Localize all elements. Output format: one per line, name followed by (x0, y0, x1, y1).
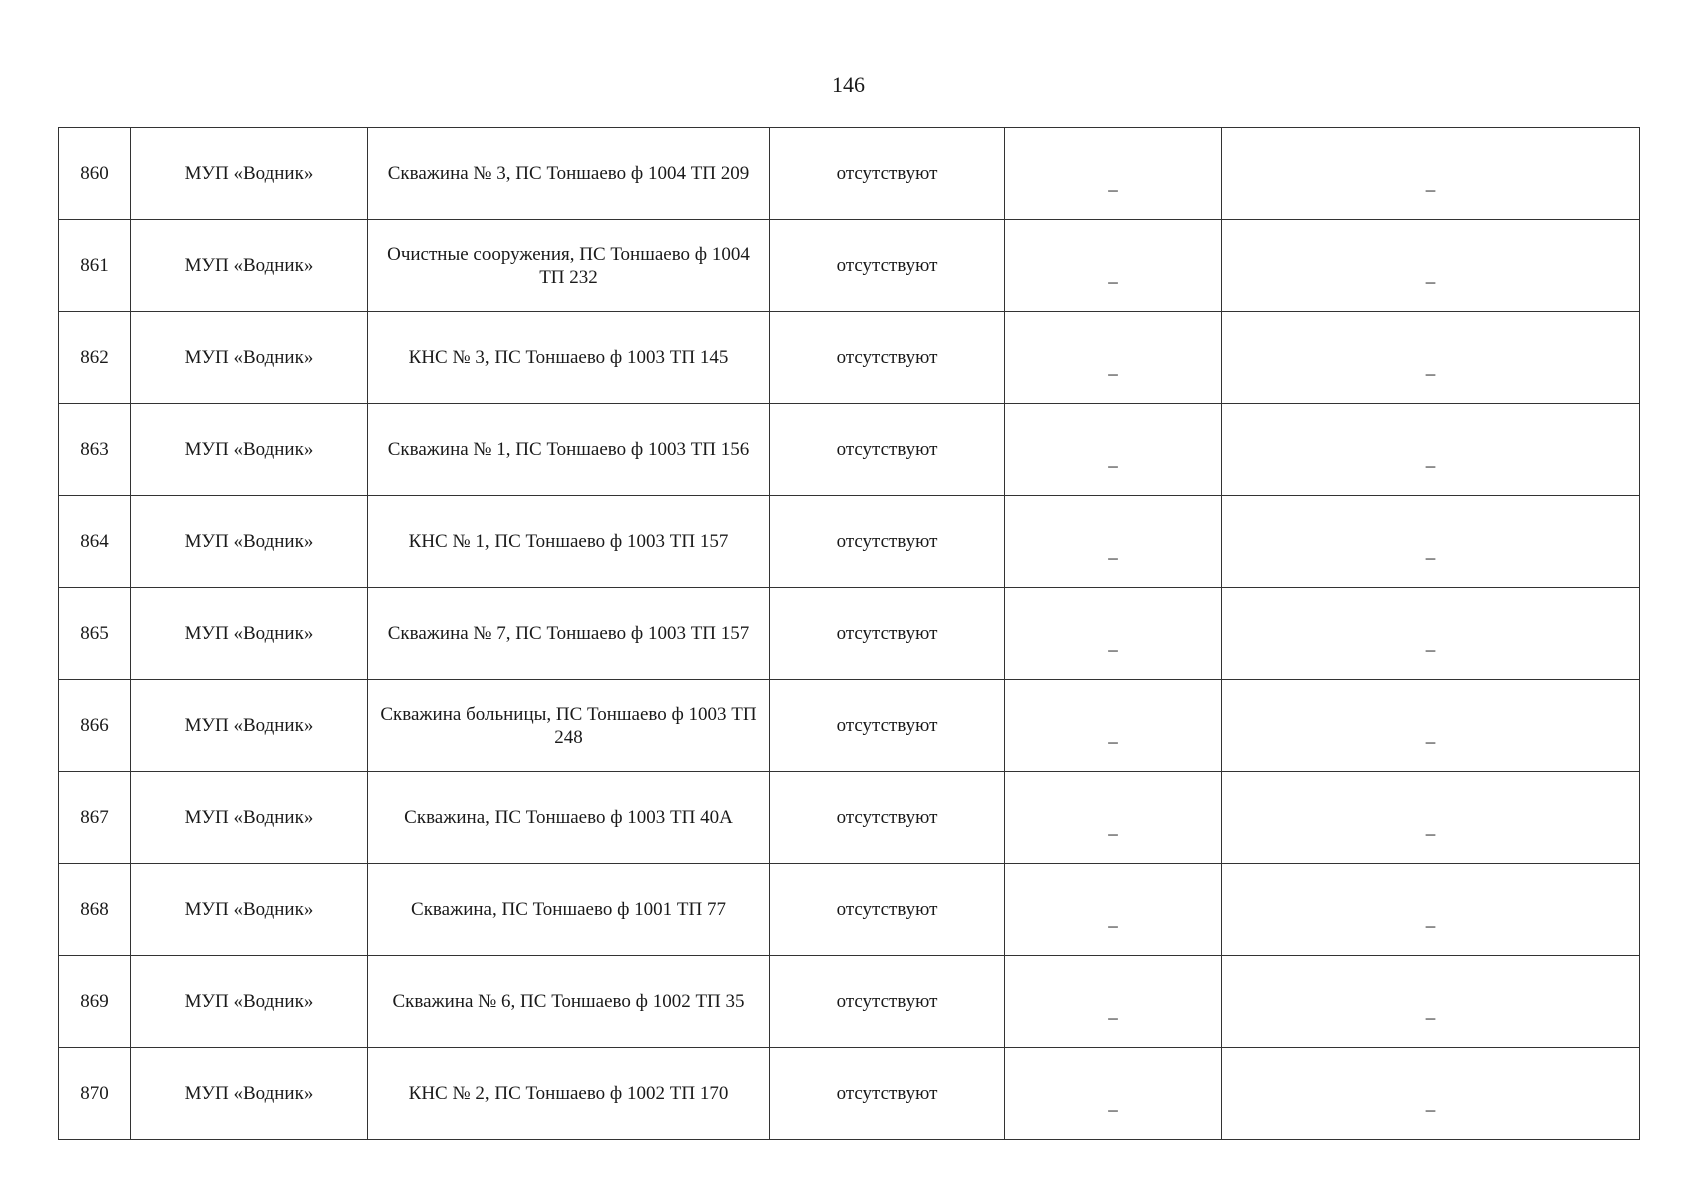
table-row (59, 312, 1640, 404)
status-cell: отсутствуют (770, 864, 1005, 956)
organization-cell: МУП «Водник» (131, 772, 368, 864)
organization-cell: МУП «Водник» (131, 956, 368, 1048)
object-cell: КНС № 3, ПС Тоншаево ф 1003 ТП 145 (368, 312, 770, 404)
column-5-cell (1005, 588, 1222, 680)
row-number-cell: 870 (59, 1048, 131, 1140)
dash-value: _ (1108, 909, 1118, 930)
dash-value: _ (1108, 1001, 1118, 1022)
table-row (59, 128, 1640, 220)
row-number-cell: 865 (59, 588, 131, 680)
dash-value: _ (1425, 1093, 1436, 1114)
column-5-cell (1005, 772, 1222, 864)
column-5-cell (1005, 956, 1222, 1048)
column-5-cell (1005, 312, 1222, 404)
object-cell: Скважина больницы, ПС Тоншаево ф 1003 ТП 248 (368, 680, 770, 772)
column-5-cell (1005, 128, 1222, 220)
column-5-cell (1005, 864, 1222, 956)
column-6-cell (1222, 128, 1640, 220)
table-row (59, 864, 1640, 956)
facilities-table (58, 127, 1640, 1140)
status-cell: отсутствуют (770, 588, 1005, 680)
status-cell: отсутствуют (770, 772, 1005, 864)
object-cell: Скважина № 7, ПС Тоншаево ф 1003 ТП 157 (368, 588, 770, 680)
object-cell: Скважина, ПС Тоншаево ф 1001 ТП 77 (368, 864, 770, 956)
column-6-cell (1222, 312, 1640, 404)
table-row (59, 1048, 1640, 1140)
object-cell: КНС № 2, ПС Тоншаево ф 1002 ТП 170 (368, 1048, 770, 1140)
table-row (59, 220, 1640, 312)
column-6-cell (1222, 1048, 1640, 1140)
dash-value: _ (1108, 449, 1118, 470)
organization-cell: МУП «Водник» (131, 312, 368, 404)
status-cell: отсутствуют (770, 1048, 1005, 1140)
column-6-cell (1222, 680, 1640, 772)
dash-value: _ (1108, 265, 1118, 286)
organization-cell: МУП «Водник» (131, 588, 368, 680)
row-number-cell: 862 (59, 312, 131, 404)
organization-cell: МУП «Водник» (131, 1048, 368, 1140)
dash-value: _ (1108, 541, 1118, 562)
column-6-cell (1222, 220, 1640, 312)
dash-value: _ (1108, 1093, 1118, 1114)
dash-value: _ (1425, 173, 1436, 194)
object-cell: Скважина № 6, ПС Тоншаево ф 1002 ТП 35 (368, 956, 770, 1048)
column-6-cell (1222, 404, 1640, 496)
column-5-cell (1005, 220, 1222, 312)
status-cell: отсутствуют (770, 680, 1005, 772)
organization-cell: МУП «Водник» (131, 404, 368, 496)
row-number-cell: 868 (59, 864, 131, 956)
table-row (59, 680, 1640, 772)
status-cell: отсутствуют (770, 496, 1005, 588)
dash-value: _ (1425, 1001, 1436, 1022)
column-5-cell (1005, 1048, 1222, 1140)
status-cell: отсутствуют (770, 956, 1005, 1048)
object-cell: Очистные сооружения, ПС Тоншаево ф 1004 ТП 232 (368, 220, 770, 312)
column-6-cell (1222, 772, 1640, 864)
column-6-cell (1222, 956, 1640, 1048)
table-row (59, 496, 1640, 588)
organization-cell: МУП «Водник» (131, 680, 368, 772)
row-number-cell: 867 (59, 772, 131, 864)
object-cell: Скважина № 3, ПС Тоншаево ф 1004 ТП 209 (368, 128, 770, 220)
dash-value: _ (1108, 725, 1118, 746)
organization-cell: МУП «Водник» (131, 864, 368, 956)
table-row (59, 956, 1640, 1048)
object-cell: Скважина, ПС Тоншаево ф 1003 ТП 40А (368, 772, 770, 864)
object-cell: Скважина № 1, ПС Тоншаево ф 1003 ТП 156 (368, 404, 770, 496)
row-number-cell: 861 (59, 220, 131, 312)
row-number-cell: 864 (59, 496, 131, 588)
column-6-cell (1222, 588, 1640, 680)
dash-value: _ (1425, 541, 1436, 562)
status-cell: отсутствуют (770, 312, 1005, 404)
dash-value: _ (1425, 633, 1436, 654)
dash-value: _ (1425, 357, 1436, 378)
dash-value: _ (1108, 817, 1118, 838)
dash-value: _ (1425, 909, 1436, 930)
column-5-cell (1005, 680, 1222, 772)
dash-value: _ (1108, 173, 1118, 194)
column-6-cell (1222, 496, 1640, 588)
row-number-cell: 863 (59, 404, 131, 496)
column-5-cell (1005, 496, 1222, 588)
status-cell: отсутствуют (770, 220, 1005, 312)
organization-cell: МУП «Водник» (131, 496, 368, 588)
dash-value: _ (1108, 633, 1118, 654)
dash-value: _ (1425, 725, 1436, 746)
dash-value: _ (1108, 357, 1118, 378)
dash-value: _ (1425, 265, 1436, 286)
column-6-cell (1222, 864, 1640, 956)
organization-cell: МУП «Водник» (131, 220, 368, 312)
status-cell: отсутствуют (770, 404, 1005, 496)
organization-cell: МУП «Водник» (131, 128, 368, 220)
status-cell: отсутствуют (770, 128, 1005, 220)
dash-value: _ (1425, 449, 1436, 470)
table-row (59, 588, 1640, 680)
object-cell: КНС № 1, ПС Тоншаево ф 1003 ТП 157 (368, 496, 770, 588)
row-number-cell: 869 (59, 956, 131, 1048)
dash-value: _ (1425, 817, 1436, 838)
row-number-cell: 860 (59, 128, 131, 220)
column-5-cell (1005, 404, 1222, 496)
table-row (59, 772, 1640, 864)
row-number-cell: 866 (59, 680, 131, 772)
page-number: 146 (832, 72, 865, 97)
table-row (59, 404, 1640, 496)
